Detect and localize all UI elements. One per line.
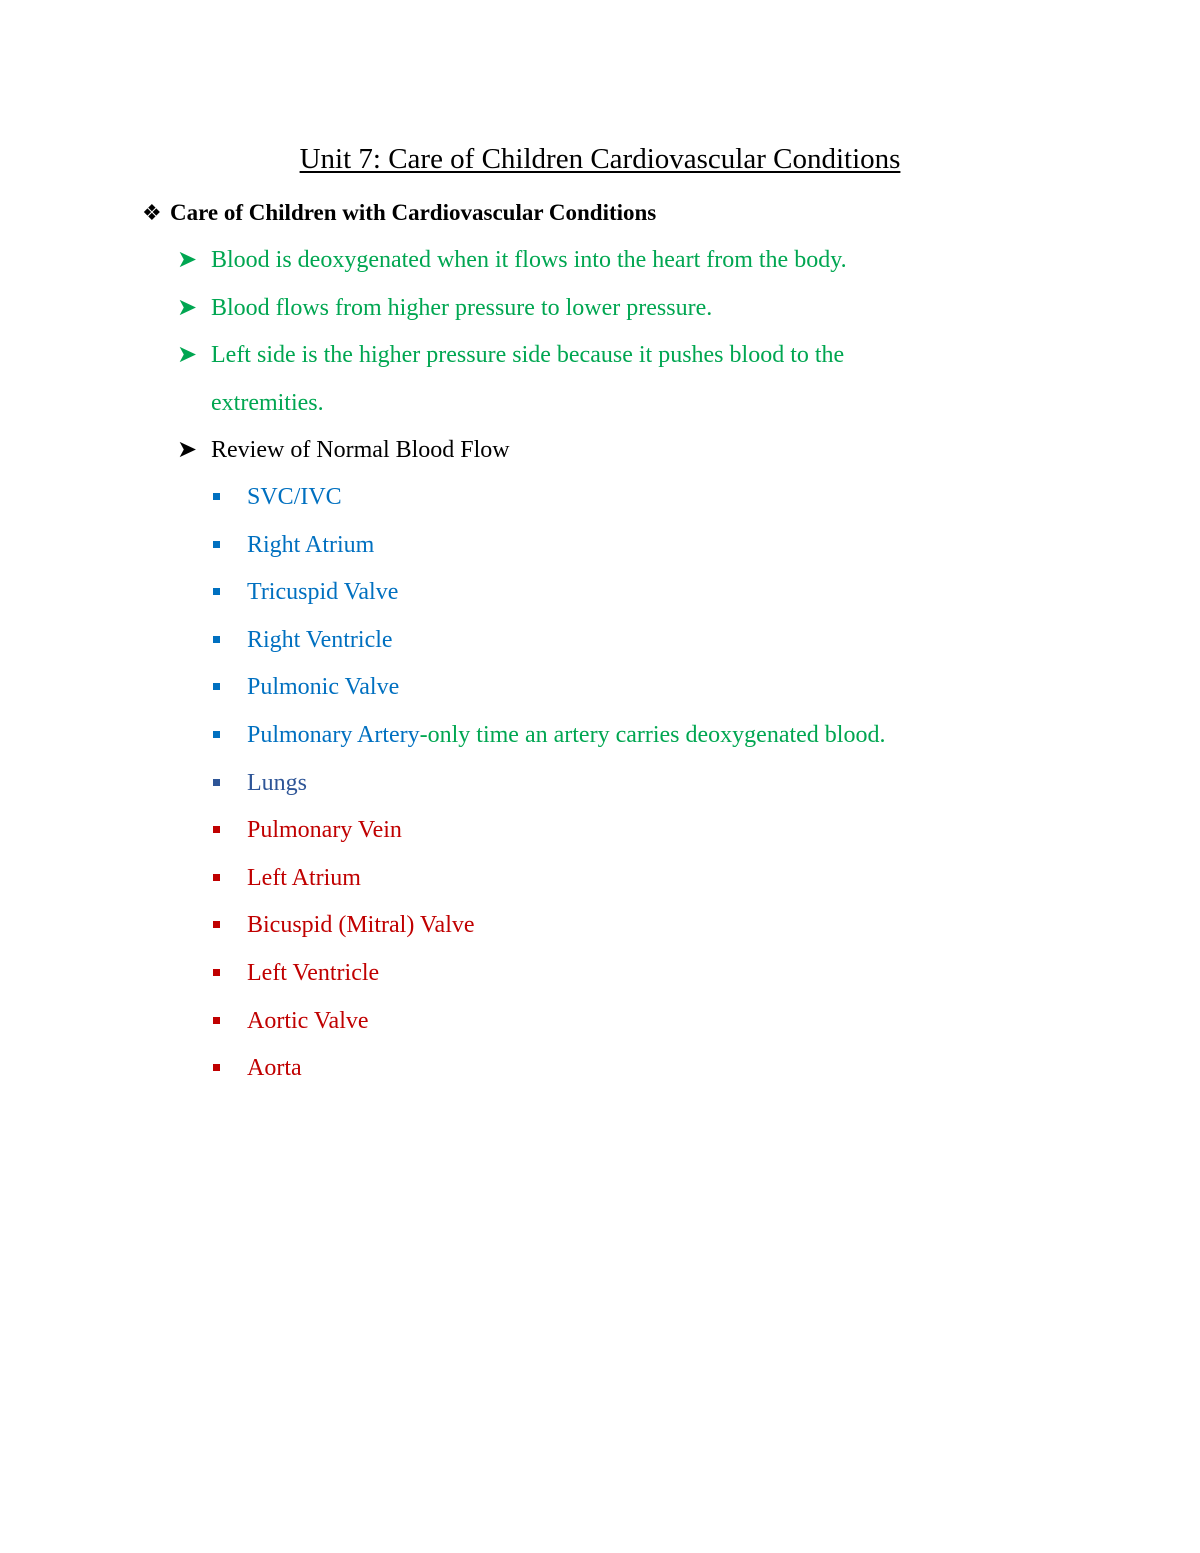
flow-item-label: Bicuspid (Mitral) Valve	[247, 912, 475, 938]
flow-item-label: Aorta	[247, 1055, 302, 1081]
flow-item	[213, 529, 374, 561]
flow-item-label: Right Ventricle	[247, 627, 393, 653]
flow-item	[213, 814, 402, 846]
square-bullet-icon	[213, 671, 247, 703]
flow-item	[213, 862, 361, 894]
point-text: Left side is the higher pressure side because it pushes blood to the	[211, 342, 845, 368]
flow-item	[213, 957, 379, 989]
square-bullet-icon	[213, 814, 247, 846]
review-heading-row	[177, 434, 510, 466]
arrow-bullet-icon: ➤	[177, 342, 198, 368]
square-bullet-icon	[213, 576, 247, 608]
square-bullet-icon	[213, 957, 247, 989]
flow-item-label: Aortic Valve	[247, 1008, 369, 1034]
point-continuation	[211, 387, 324, 419]
flow-item-label: Tricuspid Valve	[247, 579, 399, 605]
point-text: Blood flows from higher pressure to lower pressure.	[211, 295, 713, 321]
point-text: extremities.	[211, 390, 324, 416]
point-item	[177, 292, 712, 324]
flow-item	[213, 767, 307, 799]
arrow-bullet-icon: ➤	[177, 437, 198, 463]
point-item	[177, 339, 844, 371]
arrow-bullet-icon: ➤	[177, 295, 198, 321]
square-bullet-icon	[213, 909, 247, 941]
section-heading-row	[142, 197, 656, 229]
flow-item-label: Left Ventricle	[247, 960, 380, 986]
flow-item-label: Left Atrium	[247, 865, 361, 891]
arrow-bullet-icon: ➤	[177, 247, 198, 273]
flow-item-label: Pulmonary Artery	[247, 722, 420, 748]
flow-item-label: Right Atrium	[247, 532, 375, 558]
flow-item	[213, 671, 399, 703]
flow-item	[213, 576, 398, 608]
flow-item	[213, 481, 342, 513]
square-bullet-icon	[213, 529, 247, 561]
flow-item-label: Pulmonic Valve	[247, 674, 400, 700]
square-bullet-icon	[213, 1005, 247, 1037]
point-text: Blood is deoxygenated when it flows into the heart from the body.	[211, 247, 847, 273]
page-title: Unit 7: Care of Children Cardiovascular Conditions	[299, 143, 901, 175]
square-bullet-icon	[213, 1052, 247, 1084]
flow-item	[213, 719, 885, 751]
point-item	[177, 244, 847, 276]
flow-item-label: SVC/IVC	[247, 484, 342, 510]
square-bullet-icon	[213, 719, 247, 751]
flow-item-note: -only time an artery carries deoxygenated blood.	[419, 722, 886, 748]
flow-item	[213, 1005, 369, 1037]
square-bullet-icon	[213, 862, 247, 894]
flow-item-label: Pulmonary Vein	[247, 817, 402, 843]
flow-item	[213, 1052, 302, 1084]
square-bullet-icon	[213, 481, 247, 513]
flow-item-label: Lungs	[247, 770, 307, 796]
section-heading: Care of Children with Cardiovascular Conditions	[170, 200, 657, 225]
flow-item	[213, 624, 393, 656]
review-heading: Review of Normal Blood Flow	[211, 437, 510, 463]
square-bullet-icon	[213, 767, 247, 799]
flow-item	[213, 909, 475, 941]
square-bullet-icon	[213, 624, 247, 656]
diamond-bullet-icon: ❖	[142, 200, 162, 225]
